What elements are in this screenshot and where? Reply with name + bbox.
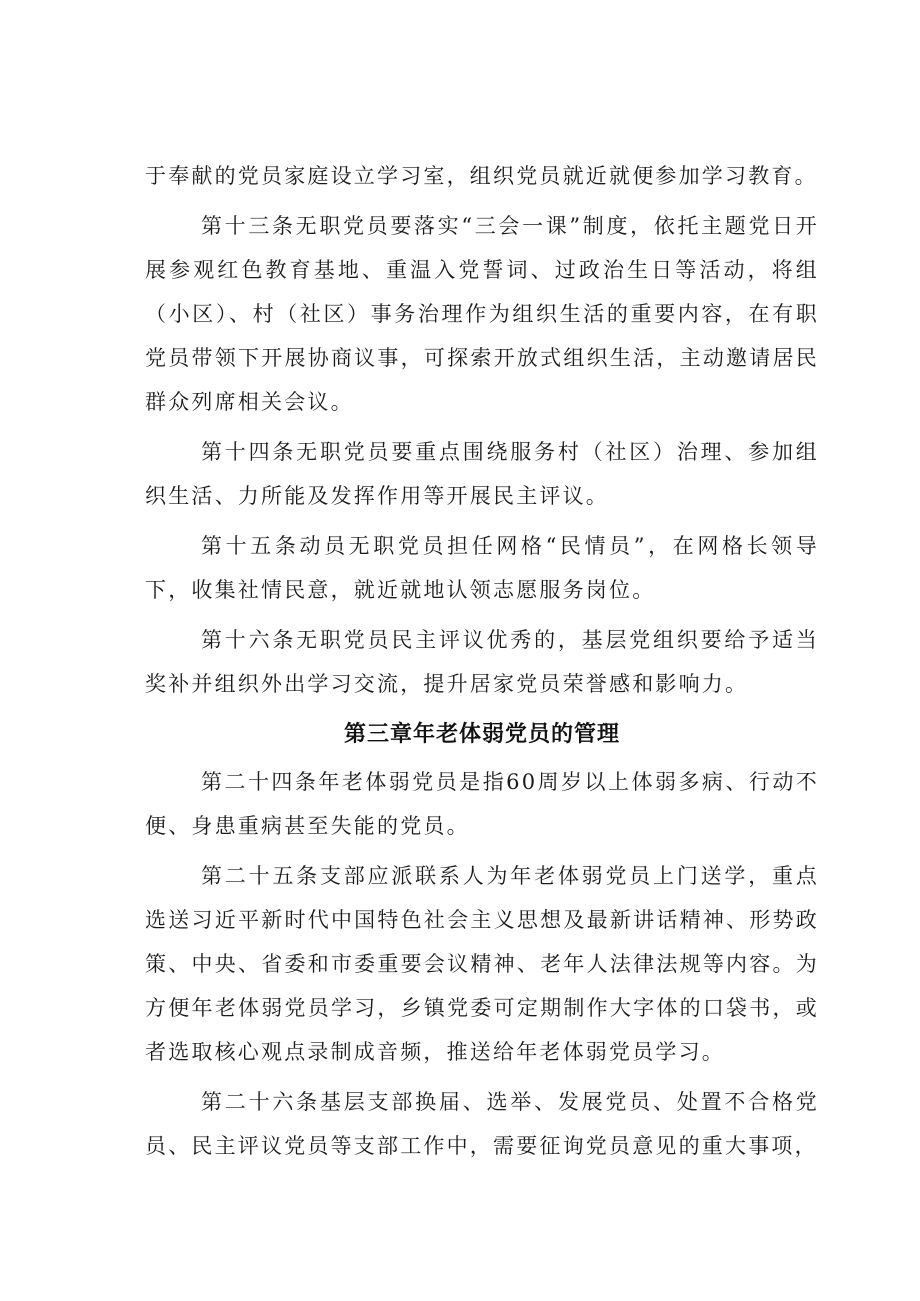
paragraph-continued: 于奉献的党员家庭设立学习室，组织党员就近就便参加学习教育。 xyxy=(145,164,818,188)
article-14-paragraph: 第十四条无职党员要重点围绕服务村（社区）治理、参加组织生活、力所能及发挥作用等开展民主评议。 xyxy=(145,440,819,508)
article-13-paragraph: 第十三条无职党员要落实“三会一课”制度，依托主题党日开展参观红色教育基地、重温入党誓词、过政治生日等活动，将组（小区）、村（社区）事务治理作为组织生活的重要内容，在有职党员带领下开展协商议事，可探索开放式组织生活，主动邀请居民群众列席相关会议。 xyxy=(145,214,819,414)
article-26-paragraph: 第二十六条基层支部换届、选举、发展党员、处置不合格党员、民主评议党员等支部工作中，需要征询党员意见的重大事项， xyxy=(145,1090,819,1158)
chapter-heading: 第三章年老体弱党员的管理 xyxy=(343,722,620,747)
article-25-paragraph: 第二十五条支部应派联系人为年老体弱党员上门送学，重点选送习近平新时代中国特色社会主义思想及最新讲话精神、形势政策、中央、省委和市委重要会议精神、老年人法律法规等内容。为方便年老体弱党员学习，乡镇党委可定期制作大字体的口袋书，或者选取核心观点录制成音频，推送给年老体弱党员学习。 xyxy=(145,864,819,1064)
document-body xyxy=(145,154,819,1174)
article-15-paragraph: 第十五条动员无职党员担任网格“民情员”，在网格长领导下，收集社情民意，就近就地认领志愿服务岗位。 xyxy=(145,534,819,602)
article-16-paragraph: 第十六条无职党员民主评议优秀的，基层党组织要给予适当奖补并组织外出学习交流，提升居家党员荣誉感和影响力。 xyxy=(145,628,819,696)
article-24-paragraph: 第二十四条年老体弱党员是指60周岁以上体弱多病、行动不便、身患重病甚至失能的党员。 xyxy=(145,770,819,838)
